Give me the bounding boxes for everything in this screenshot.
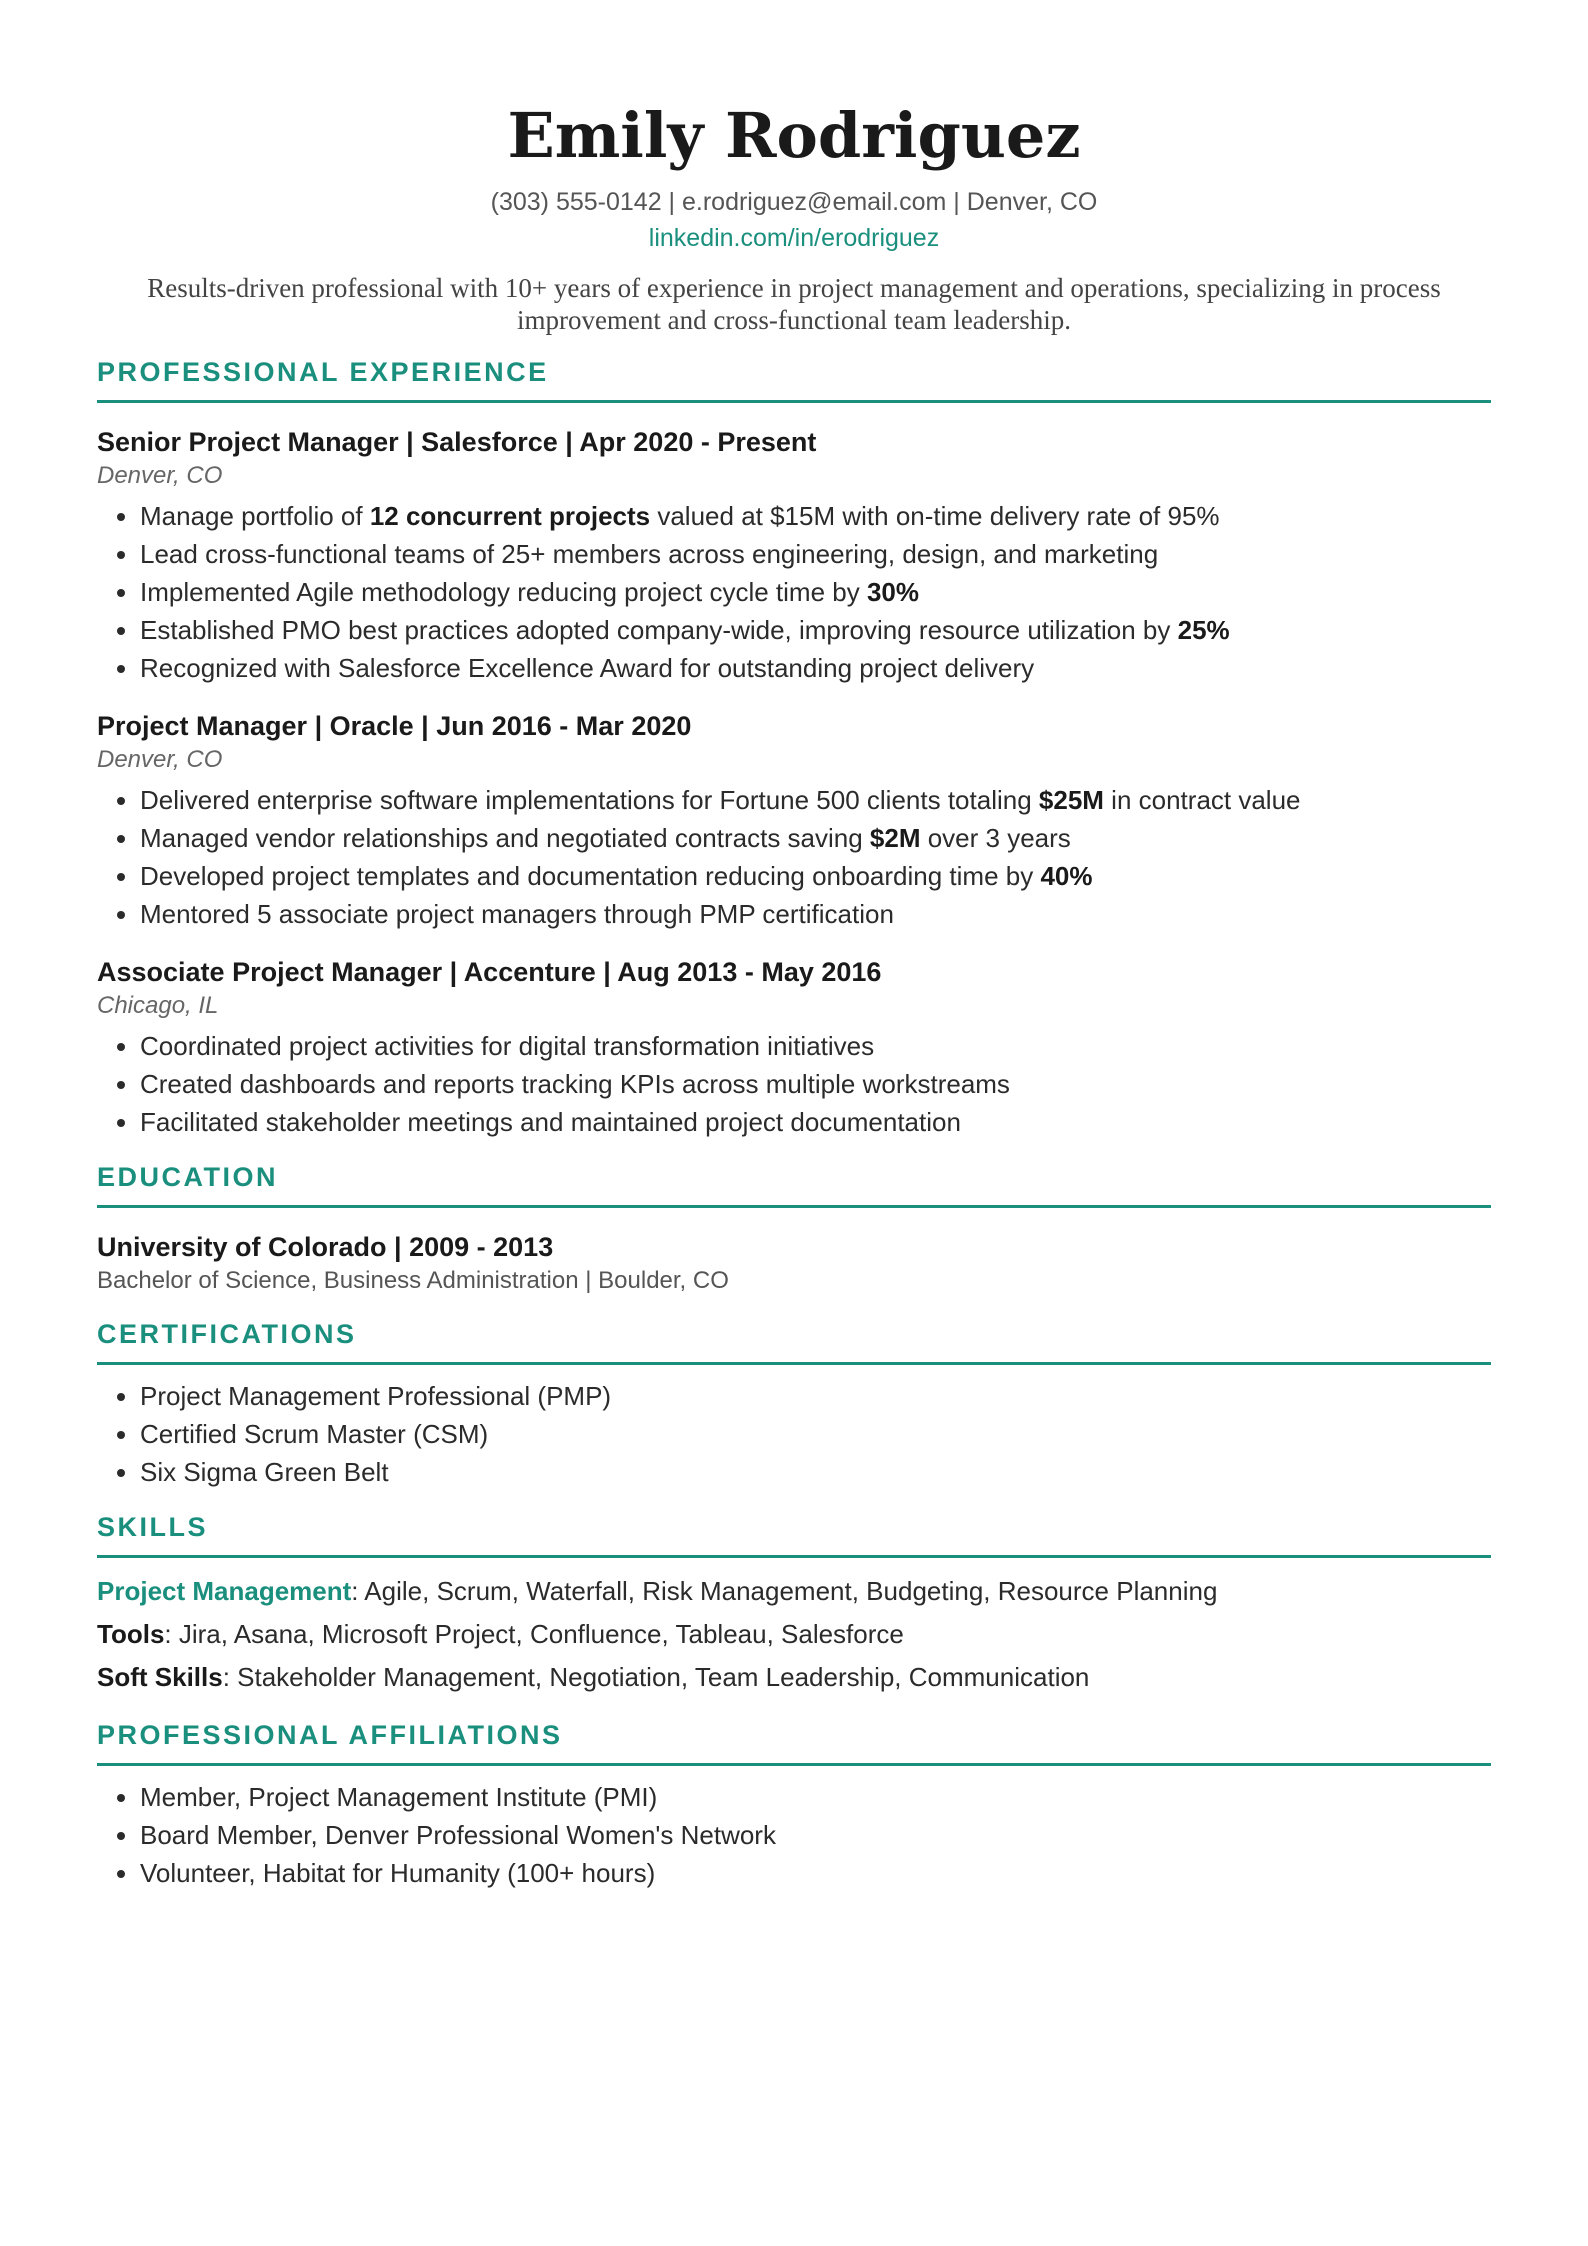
linkedin-link[interactable]: linkedin.com/in/erodriguez	[648, 224, 940, 252]
bullet-item: • Delivered enterprise software implementations for Fortune 500 clients totaling $25M in contract value	[140, 781, 1491, 819]
job-entry	[97, 709, 1491, 933]
section-title-skills: SKILLS	[97, 1509, 1491, 1558]
job-location: Denver, CO	[97, 746, 223, 773]
skills-list	[97, 1570, 1491, 1699]
affiliation-item: • Member, Project Management Institute (PMI)	[140, 1778, 1491, 1816]
job-entry	[97, 955, 1491, 1141]
bullet-item: • Manage portfolio of 12 concurrent projects valued at $15M with on-time delivery rate of 95%	[140, 497, 1491, 535]
job-bullets	[97, 781, 1491, 933]
bullet-item: • Recognized with Salesforce Excellence Award for outstanding project delivery	[140, 649, 1491, 687]
affiliation-list	[97, 1778, 1491, 1892]
job-title: Associate Project Manager | Accenture | Aug 2013 - May 2016	[97, 957, 882, 987]
skill-category: Soft Skills	[97, 1662, 223, 1692]
affiliations-section	[97, 1717, 1491, 1892]
skill-items: : Stakeholder Management, Negotiation, Team Leadership, Communication	[222, 1662, 1090, 1692]
school-name: University of Colorado | 2009 - 2013	[97, 1232, 554, 1262]
skill-items: : Jira, Asana, Microsoft Project, Confluence, Tableau, Salesforce	[164, 1619, 904, 1649]
certification-item: • Project Management Professional (PMP)	[140, 1377, 1491, 1415]
bullet-item: • Implemented Agile methodology reducing project cycle time by 30%	[140, 573, 1491, 611]
bullet-item: • Managed vendor relationships and negotiated contracts saving $2M over 3 years	[140, 819, 1491, 857]
candidate-name: Emily Rodriguez	[507, 99, 1081, 172]
skill-category: Project Management	[97, 1576, 352, 1606]
certification-list	[97, 1377, 1491, 1491]
skill-line	[97, 1570, 1491, 1613]
affiliation-item: • Board Member, Denver Professional Women's Network	[140, 1816, 1491, 1854]
bullet-item: • Established PMO best practices adopted company-wide, improving resource utilization by 25%	[140, 611, 1491, 649]
affiliation-item: • Volunteer, Habitat for Humanity (100+ hours)	[140, 1854, 1491, 1892]
skill-line	[97, 1613, 1491, 1656]
skill-line	[97, 1656, 1491, 1699]
skill-items: : Agile, Scrum, Waterfall, Risk Management, Budgeting, Resource Planning	[351, 1576, 1218, 1606]
certifications-section	[97, 1316, 1491, 1491]
certification-item: • Six Sigma Green Belt	[140, 1453, 1491, 1491]
job-title: Senior Project Manager | Salesforce | Apr 2020 - Present	[97, 427, 817, 457]
bullet-item: • Developed project templates and documentation reducing onboarding time by 40%	[140, 857, 1491, 895]
bullet-item: • Created dashboards and reports tracking KPIs across multiple workstreams	[140, 1065, 1491, 1103]
job-entry	[97, 425, 1491, 687]
job-location: Chicago, IL	[97, 992, 219, 1019]
bullet-item: • Mentored 5 associate project managers through PMP certification	[140, 895, 1491, 933]
bullet-item: • Facilitated stakeholder meetings and maintained project documentation	[140, 1103, 1491, 1141]
certification-item: • Certified Scrum Master (CSM)	[140, 1415, 1491, 1453]
experience-section	[97, 354, 1491, 1141]
job-bullets	[97, 1027, 1491, 1141]
section-title-affiliations: PROFESSIONAL AFFILIATIONS	[97, 1717, 1491, 1766]
education-section	[97, 1159, 1491, 1298]
contact-line: (303) 555-0142 | e.rodriguez@email.com | Denver, CO	[490, 188, 1098, 216]
skills-section	[97, 1509, 1491, 1699]
bullet-item: • Lead cross-functional teams of 25+ members across engineering, design, and marketing	[140, 535, 1491, 573]
degree-info: Bachelor of Science, Business Administration | Boulder, CO	[97, 1267, 729, 1294]
section-title-certifications: CERTIFICATIONS	[97, 1316, 1491, 1365]
professional-summary: Results-driven professional with 10+ years of experience in project management and operations, specializing in process improvement and cross-functional team leadership.	[147, 273, 1441, 335]
section-title-education: EDUCATION	[97, 1159, 1491, 1208]
job-location: Denver, CO	[97, 462, 223, 489]
bullet-item: • Coordinated project activities for digital transformation initiatives	[140, 1027, 1491, 1065]
skill-category: Tools	[97, 1619, 165, 1649]
education-entry	[97, 1230, 1491, 1298]
job-bullets	[97, 497, 1491, 687]
job-title: Project Manager | Oracle | Jun 2016 - Mar 2020	[97, 711, 692, 741]
section-title-experience: PROFESSIONAL EXPERIENCE	[97, 354, 1491, 403]
